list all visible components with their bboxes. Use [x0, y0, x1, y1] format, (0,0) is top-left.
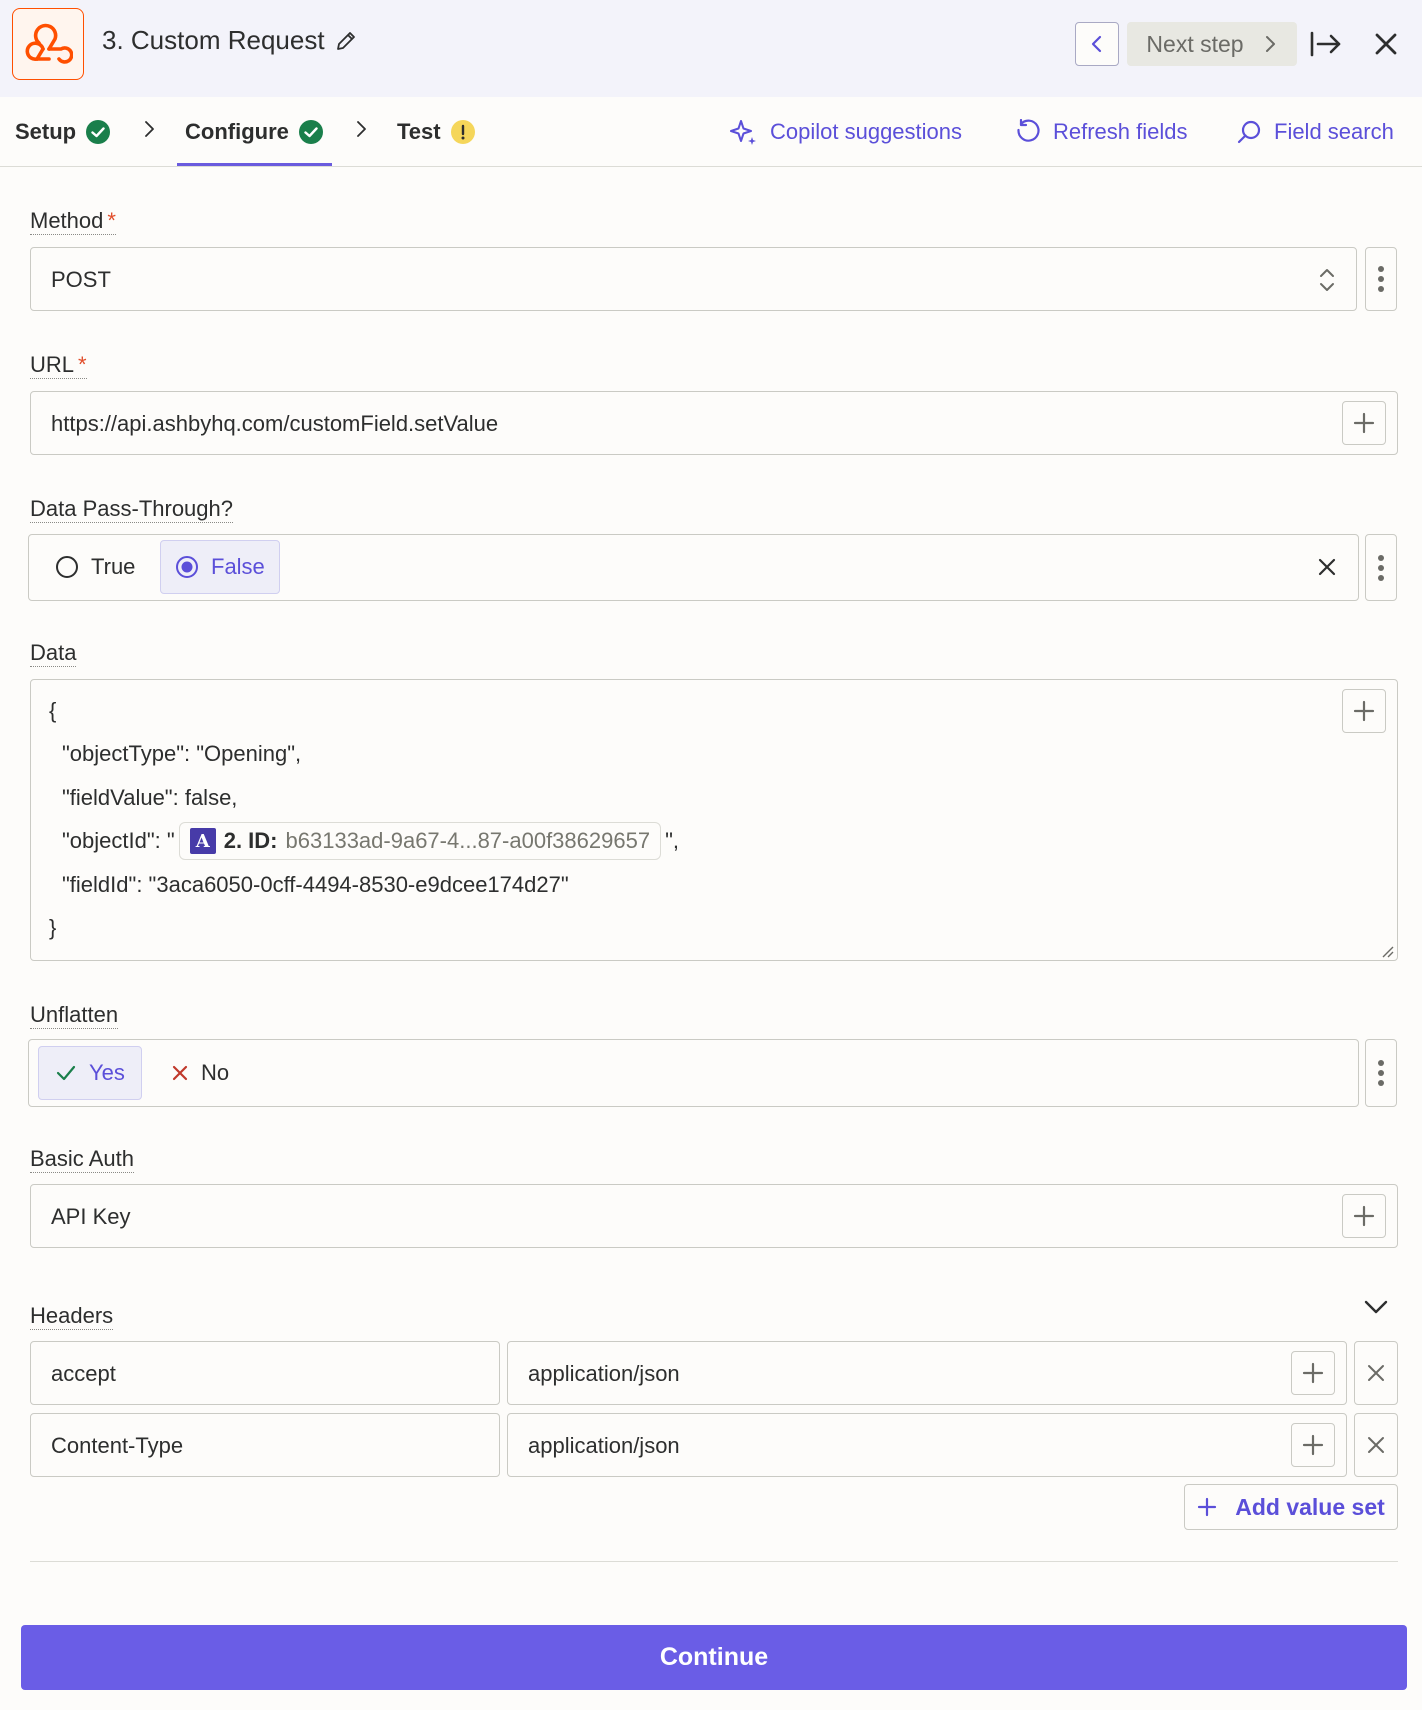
- webhook-icon: [23, 19, 73, 69]
- step-header: [0, 0, 1422, 97]
- field-search-label: Field search: [1274, 119, 1394, 144]
- add-value-set-button[interactable]: [1184, 1484, 1398, 1530]
- unflatten-label-text: Unflatten: [30, 1002, 119, 1027]
- continue-label: Continue: [659, 1643, 769, 1671]
- method-label: [30, 209, 116, 235]
- chevron-down-icon[interactable]: [1363, 1297, 1389, 1317]
- pass-through-option-true-label: True: [91, 554, 136, 579]
- remove-header-row-button[interactable]: [1354, 1413, 1398, 1477]
- data-line-object-id: [62, 810, 679, 872]
- data-line-open: {: [49, 698, 57, 723]
- pass-through-option-true[interactable]: [41, 540, 149, 594]
- header-value-insert-data-button[interactable]: [1291, 1423, 1335, 1467]
- chevron-right-icon: [1262, 35, 1278, 53]
- chevron-right-icon: [352, 117, 372, 141]
- step-title-text: 3. Custom Request: [102, 25, 325, 55]
- arrow-right-to-line-icon: [1309, 30, 1343, 58]
- tab-setup-label: Setup: [15, 119, 77, 144]
- plus-icon: [1353, 1205, 1375, 1227]
- basic-auth-label: [30, 1147, 134, 1173]
- unflatten-option-no-label: No: [201, 1060, 230, 1085]
- data-textarea[interactable]: [30, 679, 1398, 961]
- chevron-right-icon: [140, 117, 160, 141]
- method-select[interactable]: [30, 247, 1357, 311]
- active-tab-indicator: [177, 163, 332, 166]
- data-insert-data-button[interactable]: [1342, 689, 1386, 733]
- warning-circle-icon: [451, 120, 475, 144]
- unflatten-option-yes[interactable]: [38, 1046, 142, 1100]
- search-icon: [1236, 119, 1262, 145]
- close-button[interactable]: [1364, 22, 1408, 66]
- check-circle-icon: [299, 120, 323, 144]
- method-label-text: Method: [30, 208, 104, 233]
- header-value-input[interactable]: [507, 1341, 1347, 1405]
- copilot-suggestions-button[interactable]: [730, 97, 962, 167]
- basic-auth-value: API Key: [51, 1204, 131, 1229]
- webhook-app-icon: [12, 8, 84, 80]
- pass-through-label: [30, 497, 233, 523]
- x-icon: [171, 1064, 189, 1082]
- pass-through-option-false-label: False: [211, 554, 265, 579]
- object-id-prefix: "objectId": ": [62, 828, 175, 853]
- basic-auth-input[interactable]: [30, 1184, 1398, 1248]
- token-value: b63133ad-9a67-4...87-a00f38629657: [285, 828, 651, 853]
- headers-label-text: Headers: [30, 1303, 114, 1328]
- mapped-field-token[interactable]: [179, 822, 661, 860]
- header-key-input[interactable]: [30, 1341, 500, 1405]
- header-value-text: application/json: [528, 1433, 680, 1458]
- collapse-panel-button[interactable]: [1304, 22, 1348, 66]
- header-value-insert-data-button[interactable]: [1291, 1351, 1335, 1395]
- close-icon: [1367, 1436, 1385, 1454]
- tab-configure-label: Configure: [185, 119, 289, 144]
- header-value-text: application/json: [528, 1361, 680, 1386]
- check-icon: [55, 1062, 77, 1084]
- required-marker: *: [107, 208, 116, 233]
- next-step-label: Next step: [1146, 30, 1244, 57]
- kebab-menu-icon: [1377, 264, 1385, 294]
- headers-label: [30, 1304, 113, 1330]
- sparkle-icon: [730, 118, 758, 146]
- refresh-fields-label: Refresh fields: [1053, 119, 1188, 144]
- copilot-suggestions-label: Copilot suggestions: [770, 119, 963, 144]
- select-arrows-icon: [1316, 266, 1338, 294]
- unflatten-toggle-group: [28, 1039, 1359, 1107]
- data-line-field-value: "fieldValue": false,: [62, 785, 238, 810]
- radio-unchecked-icon: [55, 555, 79, 579]
- previous-step-button[interactable]: [1075, 22, 1119, 66]
- remove-header-row-button[interactable]: [1354, 1341, 1398, 1405]
- plus-icon: [1302, 1362, 1324, 1384]
- token-step-label: 2. ID:: [223, 828, 278, 853]
- pass-through-radio-group: [28, 534, 1359, 601]
- data-label: [30, 641, 76, 667]
- url-label: [30, 353, 87, 379]
- add-value-set-label: Add value set: [1235, 1493, 1385, 1520]
- radio-checked-icon: [175, 555, 199, 579]
- kebab-menu-icon: [1377, 553, 1385, 583]
- refresh-icon: [1015, 119, 1041, 145]
- basic-auth-insert-data-button[interactable]: [1342, 1194, 1386, 1238]
- clear-selection-icon[interactable]: [1317, 557, 1337, 577]
- ashby-app-icon: A: [190, 828, 216, 854]
- method-value: POST: [51, 267, 111, 292]
- url-value: https://api.ashbyhq.com/customField.setValue: [51, 411, 499, 436]
- close-icon: [1367, 1364, 1385, 1382]
- resize-handle-icon[interactable]: [1380, 944, 1394, 958]
- plus-icon: [1353, 700, 1375, 722]
- data-line-object-type: "objectType": "Opening",: [62, 741, 302, 766]
- data-line-field-id: "fieldId": "3aca6050-0cff-4494-8530-e9dcee174d27": [62, 872, 569, 897]
- tab-configure[interactable]: [185, 97, 323, 167]
- refresh-fields-button[interactable]: [1015, 97, 1188, 167]
- unflatten-option-yes-label: Yes: [89, 1060, 125, 1085]
- tab-test[interactable]: [397, 97, 475, 167]
- continue-button[interactable]: [21, 1625, 1407, 1690]
- header-key-input[interactable]: [30, 1413, 500, 1477]
- required-marker: *: [78, 352, 87, 377]
- url-label-text: URL: [30, 352, 75, 377]
- method-more-options-button[interactable]: [1365, 247, 1397, 311]
- unflatten-label: [30, 1003, 118, 1029]
- plus-icon: [1197, 1497, 1217, 1517]
- data-label-text: Data: [30, 640, 77, 665]
- url-insert-data-button[interactable]: [1342, 401, 1386, 445]
- plus-icon: [1302, 1434, 1324, 1456]
- plus-icon: [1353, 412, 1375, 434]
- unflatten-option-no[interactable]: [157, 1046, 243, 1100]
- header-key-value: Content-Type: [51, 1433, 184, 1458]
- basic-auth-label-text: Basic Auth: [30, 1146, 134, 1171]
- tab-test-label: Test: [397, 119, 441, 144]
- header-value-input[interactable]: [507, 1413, 1347, 1477]
- pass-through-option-false[interactable]: [160, 540, 280, 594]
- pass-through-more-options-button[interactable]: [1365, 534, 1397, 601]
- kebab-menu-icon: [1377, 1058, 1385, 1088]
- pass-through-label-text: Data Pass-Through?: [30, 496, 233, 521]
- next-step-button[interactable]: [1127, 22, 1297, 66]
- close-icon: [1374, 32, 1398, 56]
- check-circle-icon: [86, 120, 110, 144]
- field-search-button[interactable]: [1236, 97, 1394, 167]
- url-input[interactable]: [30, 391, 1398, 455]
- pencil-icon[interactable]: [335, 30, 357, 52]
- data-line-close: }: [49, 915, 57, 940]
- object-id-suffix: ",: [665, 828, 679, 853]
- section-divider: [30, 1561, 1398, 1562]
- header-key-value: accept: [51, 1361, 116, 1386]
- step-title[interactable]: [102, 25, 357, 56]
- chevron-left-icon: [1087, 34, 1107, 54]
- tab-setup[interactable]: [15, 97, 110, 167]
- unflatten-more-options-button[interactable]: [1365, 1039, 1397, 1107]
